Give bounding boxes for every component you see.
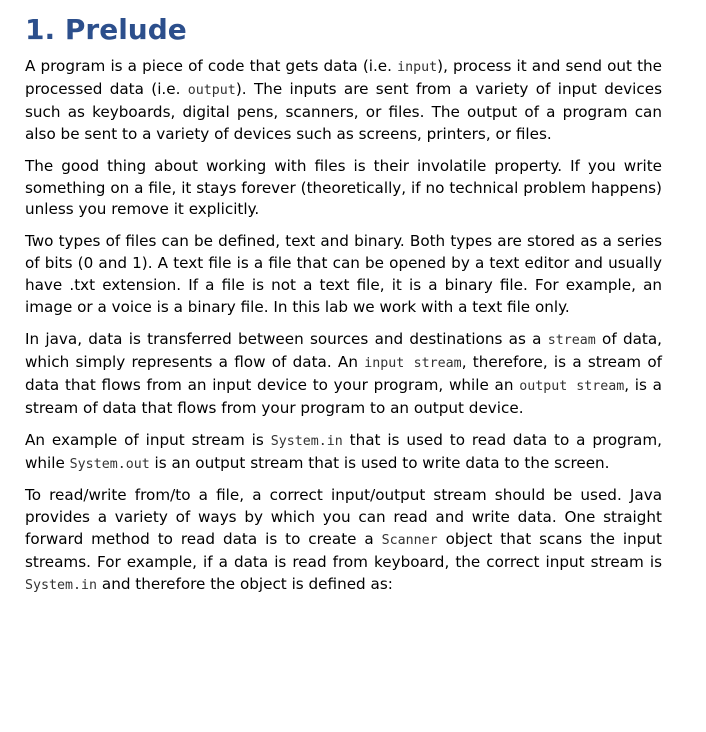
document-page xyxy=(25,12,662,607)
paragraph xyxy=(25,329,662,420)
inline-code: System.out xyxy=(69,456,150,472)
paragraph-text: Two types of files can be defined, text and binary. Both types are stored as a series of bits (0 and 1). A text file is a file that can be opened by a text editor and usually have .txt extension. If a file is not a text file, it is a binary file. For example, an image or a voice is a binary file. In this lab we work with a text file only. xyxy=(25,232,662,317)
inline-code: System.in xyxy=(270,433,343,449)
paragraph-text: ), process it and send out the processed data (i.e. xyxy=(25,57,662,98)
paragraph-text: is an output stream that is used to write data to the screen. xyxy=(149,453,610,472)
paragraph-text: An example of input stream is xyxy=(25,430,271,449)
inline-code: System.in xyxy=(25,578,98,594)
paragraph xyxy=(25,231,662,319)
inline-code: Scanner xyxy=(381,533,438,549)
paragraph-text: A program is a piece of code that gets data (i.e. xyxy=(25,57,398,75)
paragraph-text: The good thing about working with files is their involatile property. If you write something on a file, it stays forever (theoretically, if no technical problem happens) unless you remove it explicitly. xyxy=(25,156,662,219)
paragraph-text: , is a stream of data that flows from your program to an output device. xyxy=(25,375,662,417)
paragraph-text: that is used to read data to a program, while xyxy=(25,430,662,472)
paragraph xyxy=(25,485,662,597)
paragraph xyxy=(25,156,662,222)
paragraph xyxy=(25,56,662,146)
paragraph-text: In java, data is transferred between sources and destinations as a xyxy=(25,329,548,348)
inline-code: output stream xyxy=(519,378,625,394)
paragraph-text: and therefore the object is defined as: xyxy=(97,575,393,594)
section-body xyxy=(25,56,662,597)
section-title: Prelude xyxy=(64,13,187,46)
paragraph-text: To read/write from/to a file, a correct input/output stream should be used. Java provides a variety of ways by which you can read and write data. One straight forward method to read data is to create a xyxy=(25,486,662,549)
section-number: 1. xyxy=(25,13,56,46)
paragraph-text: , therefore, is a stream of data that flows from an input device to your program, while an xyxy=(25,352,662,394)
inline-code: input stream xyxy=(364,355,462,371)
paragraph-text: object that scans the input streams. For example, if a data is read from keyboard, the correct input stream is xyxy=(25,530,662,572)
paragraph-text: of data, which simply represents a flow of data. An xyxy=(25,329,662,371)
paragraph-text: ). The inputs are sent from a variety of input devices such as keyboards, digital pens, scanners, or files. The output of a program can also be sent to a variety of devices such as screens, printers, or files. xyxy=(25,79,662,143)
inline-code: input xyxy=(397,60,438,75)
inline-code: output xyxy=(187,82,236,98)
paragraph xyxy=(25,430,662,476)
inline-code: stream xyxy=(547,332,596,348)
section-heading xyxy=(25,12,662,48)
